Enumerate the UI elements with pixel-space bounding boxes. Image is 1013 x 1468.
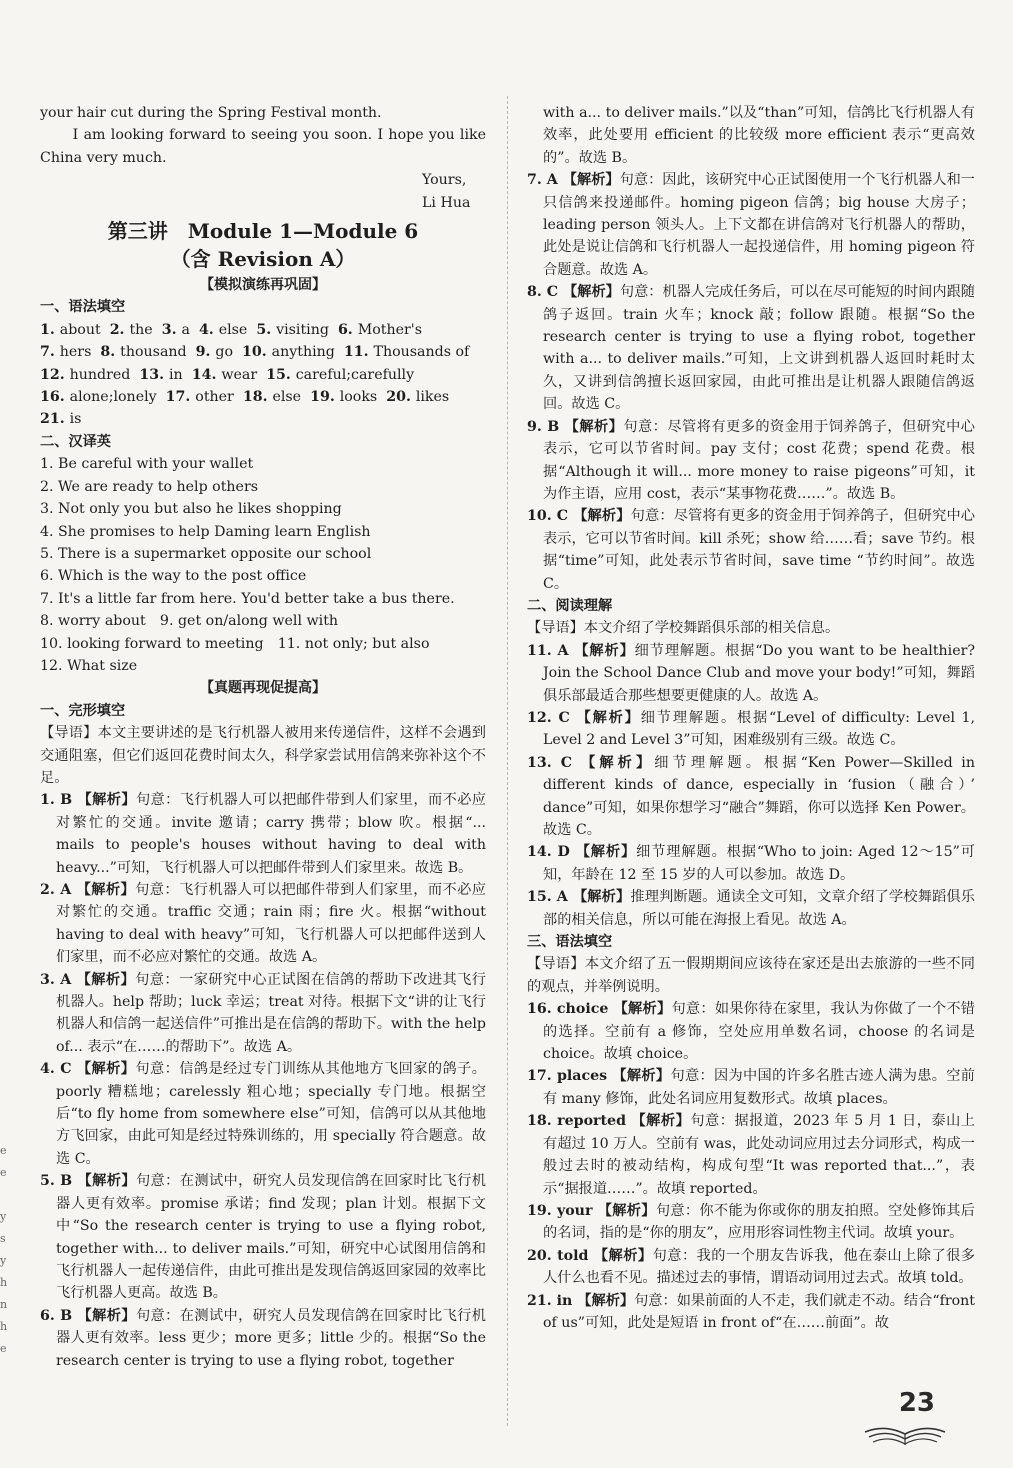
answer: 1. about xyxy=(40,321,101,338)
right-column xyxy=(527,102,975,1334)
grammar-items xyxy=(527,998,975,1334)
reading-guide: 【导语】本文介绍了学校舞蹈俱乐部的相关信息。 xyxy=(527,620,840,637)
analysis-label: 【解析】 xyxy=(564,418,624,435)
answer-item xyxy=(527,1290,975,1335)
item-text: 句意：如果前面的人不走，我们就走不动。结合“front of us”可知，此处是短语 in front of“在……前面”。故 xyxy=(543,1292,975,1331)
answer-item xyxy=(527,1200,975,1245)
item-text: 细节理解题。根据“Who to join: Aged 12～15”可知，年龄在 12 至 15 岁的人可以参加。故选 D。 xyxy=(543,844,975,883)
margin-letter: h xyxy=(0,1276,8,1289)
answer-item xyxy=(527,841,975,886)
continued-text: with a... to deliver mails.”以及“than”可知，信鸽比飞行机器人有效率，此处要用 efficient 的比较级 more efficient 表示“更高效的”。故选 B。 xyxy=(543,105,975,166)
answer-item xyxy=(527,505,975,595)
open-book-icon xyxy=(855,1388,955,1448)
answer-item xyxy=(527,169,975,281)
item-text: 句意：因为中国的许多名胜古迹人满为患。空前有 many 修饰，此处名词应用复数形式。故填 places。 xyxy=(543,1068,975,1107)
analysis-label: 【解析】 xyxy=(613,1001,672,1018)
answer: 19. looks xyxy=(310,389,378,406)
answer: 10. anything xyxy=(242,344,335,361)
analysis-label: 【解析】 xyxy=(597,1202,656,1219)
translation-item: 5. There is a supermarket opposite our school xyxy=(40,545,372,562)
item-text: 细节理解题。根据“Ken Power—Skilled in different kinds of dance, especially in ‘fusion（融合）’ dance”可知，如果你想学习“融合”舞蹈，你可以选择 Ken Power。故选 C。 xyxy=(543,754,975,838)
item-text: 句意：飞行机器人可以把邮件带到人们家里，而不必应对繁忙的交通。traffic 交通；rain 雨；fire 火。根据“without having to deal with heavy”可知，飞行机器人可以把邮件送到人们家里，而不必应对繁忙的交通。故选 A。 xyxy=(56,882,486,966)
item-number: 16. choice xyxy=(527,1001,614,1018)
margin-letter xyxy=(0,1184,10,1206)
answer-row xyxy=(40,319,486,341)
answer: 8. thousand xyxy=(100,344,187,361)
analysis-label: 【解析】 xyxy=(76,882,136,898)
item-number: 5. B xyxy=(40,1173,78,1190)
margin-letter: y xyxy=(0,1210,7,1223)
item-number: 20. told xyxy=(527,1247,594,1264)
answer-item xyxy=(527,998,975,1065)
item-number: 15. A xyxy=(527,889,573,906)
answer: 3. a xyxy=(161,321,190,338)
analysis-label: 【解析】 xyxy=(574,642,635,659)
answer-item xyxy=(527,886,975,931)
answer-item xyxy=(527,1245,975,1290)
section-box-2: 【真题再现促提高】 xyxy=(200,680,326,697)
answer-item xyxy=(40,879,486,969)
answer-item xyxy=(527,752,975,842)
letter-closing: Yours, xyxy=(422,172,467,189)
answer-item xyxy=(527,707,975,752)
item-number: 21. in xyxy=(527,1292,578,1309)
item-text: 句意：在测试中，研究人员发现信鸽在回家时比飞行机器人更有效率。promise 承诺；find 发现；plan 计划。根据下文中“So the research center is trying to use a flying robot, together with... to deliver mails.”可知，研究中心试图用信鸽和飞行机器人一起传递信件，由此可推出是发现信鸽返回家园的效率比飞行机器人更高。故选 B。 xyxy=(56,1173,486,1302)
item-number: 2. A xyxy=(40,882,77,898)
item-number: 14. D xyxy=(527,844,576,861)
answer: 15. careful;carefully xyxy=(266,366,415,383)
answer: 9. go xyxy=(195,344,234,361)
analysis-label: 【解析】 xyxy=(77,1307,136,1324)
item-text: 句意：机器人完成任务后，可以在尽可能短的时间内跟随鸽子返回。train 火车；knock 敲；follow 跟随。根据“So the research center is trying to use a flying robot, together with a... to deliver mails.”可知，上文讲到机器人返回时耗时太久，又讲到信鸽擅长返回家园，由此可推出是让机器人跟随信鸽返回。故选 C。 xyxy=(543,284,975,413)
section-box-1: 【模拟演练再巩固】 xyxy=(200,277,326,294)
analysis-label: 【解析】 xyxy=(572,889,631,906)
answer-row xyxy=(40,341,486,363)
cloze-title: 一、完形填空 xyxy=(40,702,126,719)
item-text: 句意：据报道，2023 年 5 月 1 日，泰山上有超过 10 万人。空前有 was，此处动词应用过去分词形式，构成一般过去时的被动结构，构成句型“It was reported that...”，表示“据报道……”。故填 reported。 xyxy=(543,1113,975,1197)
item-text: 句意：因此，该研究中心正试图使用一个飞行机器人和一只信鸽来投递邮件。homing pigeon 信鸽；big house 大房子；leading person 领头人。上下文都在讲信鸽对飞行机器人的帮助，此处是说让信鸽和飞行机器人一起投递信件，用 homing pigeon 符合题意。故选 A。 xyxy=(543,172,975,278)
letter-line-1: your hair cut during the Spring Festival month. xyxy=(40,105,382,121)
item-number: 11. A xyxy=(527,642,575,659)
item-text: 句意：你不能为你或你的朋友拍照。空处修饰其后的名词，指的是“你的朋友”，应用形容词性物主代词。故填 your。 xyxy=(543,1202,975,1242)
reading-items xyxy=(527,640,975,931)
answer: 5. visiting xyxy=(256,321,329,338)
item-number: 8. C xyxy=(527,284,564,301)
item-number: 1. B xyxy=(40,792,78,809)
item-number: 6. B xyxy=(40,1307,78,1324)
answer-item xyxy=(527,1065,975,1110)
item-number: 12. C xyxy=(527,709,577,726)
left-column xyxy=(40,102,486,1372)
item-number: 19. your xyxy=(527,1202,598,1219)
answer: 21. is xyxy=(40,411,82,428)
item-number: 9. B xyxy=(527,418,565,435)
item-text: 句意：在测试中，研究人员发现信鸽在回家时比飞行机器人更有效率。less 更少；more 更多；little 少的。根据“So the research center is trying to use a flying robot, together xyxy=(56,1307,486,1369)
answer-item xyxy=(40,789,486,879)
margin-letter: e xyxy=(0,1144,7,1157)
answer-row xyxy=(40,408,486,430)
answer: 17. other xyxy=(165,389,234,406)
item-number: 17. places xyxy=(527,1068,613,1085)
cloze-items-continued xyxy=(527,169,975,595)
answer-item xyxy=(40,969,486,1059)
margin-letter: e xyxy=(0,1166,7,1179)
item-text: 推理判断题。通读全文可知，文章介绍了学校舞蹈俱乐部的相关信息，所以可能在海报上看见。故选 A。 xyxy=(543,889,975,928)
analysis-label: 【解析】 xyxy=(575,844,637,861)
item-text: 句意：一家研究中心正试图在信鸽的帮助下改进其飞行机器人。help 帮助；luck 幸运；treat 对待。根据下文“讲的让飞行机器人和信鸽一起送信件”可推出是在信鸽的帮助下。with the help of... 表示“在……的帮助下”。故选 A。 xyxy=(56,971,486,1055)
analysis-label: 【解析】 xyxy=(593,1247,653,1264)
translation-item: 6. Which is the way to the post office xyxy=(40,568,307,585)
analysis-label: 【解析】 xyxy=(612,1068,671,1085)
answer: 7. hers xyxy=(40,344,92,361)
answer: 18. else xyxy=(242,389,302,406)
reading-title: 二、阅读理解 xyxy=(527,597,613,614)
item-text: 句意：如果你待在家里，我认为你做了一个不错的选择。空前有 a 修饰，空处应用单数名词，choose 的名词是 choice。故填 choice。 xyxy=(543,1001,975,1063)
item-number: 18. reported xyxy=(527,1113,632,1130)
page-number-badge xyxy=(855,1388,955,1448)
answer-item xyxy=(40,1058,486,1170)
item-text: 细节理解题。根据“Do you want to be healthier? Join the School Dance Club and move your body!”可知，舞蹈俱乐部最适合那些想要更健康的人。故选 A。 xyxy=(543,642,975,704)
answer-row xyxy=(40,364,486,386)
margin-fragments xyxy=(0,1140,10,1360)
answer-item xyxy=(527,281,975,415)
analysis-label: 【解析】 xyxy=(77,792,136,809)
answer: 11. Thousands of xyxy=(343,344,470,361)
answer-item xyxy=(527,640,975,707)
translation-item: 1. Be careful with your wallet xyxy=(40,456,254,473)
answer: 13. in xyxy=(139,366,183,383)
analysis-label: 【解析】 xyxy=(562,172,620,189)
translation-item: 7. It's a little far from here. You'd better take a bus there. xyxy=(40,590,455,607)
answer: 12. hundred xyxy=(40,366,131,383)
translation-item: 8. worry about 9. get on/along well with xyxy=(40,613,339,630)
letter-line-2: I am looking forward to seeing you soon. I hope you like China very much. xyxy=(40,127,486,166)
margin-letter: n xyxy=(0,1298,8,1311)
item-number: 7. A xyxy=(527,172,563,189)
analysis-label: 【解析】 xyxy=(581,754,655,771)
answer: 6. Mother's xyxy=(337,321,422,338)
margin-letter: s xyxy=(0,1232,6,1245)
analysis-label: 【解析】 xyxy=(76,971,136,988)
answer-item xyxy=(527,416,975,506)
answer-item xyxy=(527,1110,975,1200)
item-number: 3. A xyxy=(40,971,77,988)
translation-item: 4. She promises to help Daming learn English xyxy=(40,523,371,540)
answer-item xyxy=(40,1305,486,1372)
grammar-fill-2-title: 三、语法填空 xyxy=(527,934,613,951)
analysis-label: 【解析】 xyxy=(77,1173,136,1190)
item-number: 13. C xyxy=(527,754,582,771)
lecture-subtitle: （含 Revision A） xyxy=(170,247,356,272)
analysis-label: 【解析】 xyxy=(573,508,631,525)
answer: 16. alone;lonely xyxy=(40,389,157,406)
translation-item: 3. Not only you but also he likes shopping xyxy=(40,501,342,518)
margin-letter: e xyxy=(0,1342,7,1355)
item-text: 句意：尽管将有更多的资金用于饲养鸽子，但研究中心表示，它可以节省时间。kill 杀死；show 给……看；save 节约。根据“time”可知，此处表示节省时间，save time “节约时间”。故选 C。 xyxy=(543,508,975,592)
answer: 20. likes xyxy=(386,389,450,406)
item-number: 10. C xyxy=(527,508,574,525)
analysis-label: 【解析】 xyxy=(631,1113,691,1130)
item-text: 句意：尽管将有更多的资金用于饲养鸽子，但研究中心表示，它可以节省时间。pay 支付；cost 花费；spend 花费。根据“Although it will... more money to raise pigeons”可知，it 为作主语，应用 cost，表示“某事物花费……”。故选 B。 xyxy=(543,418,975,502)
item-text: 句意：我的一个朋友告诉我，他在泰山上除了很多人什么也看不见。描述过去的事情，谓语动词用过去式。故填 told。 xyxy=(543,1247,975,1287)
item-text: 句意：飞行机器人可以把邮件带到人们家里，而不必应对繁忙的交通。invite 邀请；carry 携带；blow 吹。根据“... mails to people's houses without having to deal with heavy...”可知，飞行机器人可以把邮件带到人们家里来。故选 B。 xyxy=(56,792,486,876)
item-text: 细节理解题。根据“Level of difficulty: Level 1, Level 2 and Level 3”可知，困难级别有三级。故选 C。 xyxy=(543,709,975,749)
translation-item: 10. looking forward to meeting 11. not only; but also xyxy=(40,635,430,652)
grammar-guide: 【导语】本文介绍了五一假期期间应该待在家还是出去旅游的一些不同的观点，并举例说明。 xyxy=(527,956,975,995)
grammar-fill-title: 一、语法填空 xyxy=(40,299,126,316)
analysis-label: 【解析】 xyxy=(577,1292,635,1309)
page-number: 23 xyxy=(898,1388,935,1418)
cloze-guide: 【导语】本文主要讲述的是飞行机器人被用来传递信件，这样不会遇到交通阻塞，但它们返回花费时间太久，科学家尝试用信鸽来弥补这个不足。 xyxy=(40,725,486,786)
answer: 4. else xyxy=(198,321,248,338)
analysis-label: 【解析】 xyxy=(576,709,641,726)
answer-item xyxy=(40,1170,486,1304)
cloze-items xyxy=(40,789,486,1372)
translation-item: 2. We are ready to help others xyxy=(40,478,259,495)
letter-signature: Li Hua xyxy=(422,194,471,211)
margin-letter: y xyxy=(0,1254,7,1267)
margin-letter: h xyxy=(0,1320,8,1333)
translation-title: 二、汉译英 xyxy=(40,433,111,450)
answer-row xyxy=(40,386,486,408)
item-number: 4. C xyxy=(40,1061,77,1078)
translation-item: 12. What size xyxy=(40,657,138,674)
answer: 14. wear xyxy=(191,366,258,383)
analysis-label: 【解析】 xyxy=(76,1061,136,1078)
column-divider xyxy=(507,96,508,1426)
lecture-title: 第三讲 Module 1—Module 6 xyxy=(107,219,419,244)
grammar-fill-answers xyxy=(40,319,486,431)
answer: 2. the xyxy=(109,321,153,338)
item-text: 句意：信鸽是经过专门训练从其他地方飞回家的鸽子。poorly 糟糕地；carelessly 粗心地；specially 专门地。根据空后“to fly home from somewhere else”可知，信鸽可以从其他地方飞回家，由此可知是经过特殊训练的，用 specially 符合题意。故选 C。 xyxy=(56,1061,486,1167)
analysis-label: 【解析】 xyxy=(563,284,620,301)
translation-answers xyxy=(40,453,486,677)
